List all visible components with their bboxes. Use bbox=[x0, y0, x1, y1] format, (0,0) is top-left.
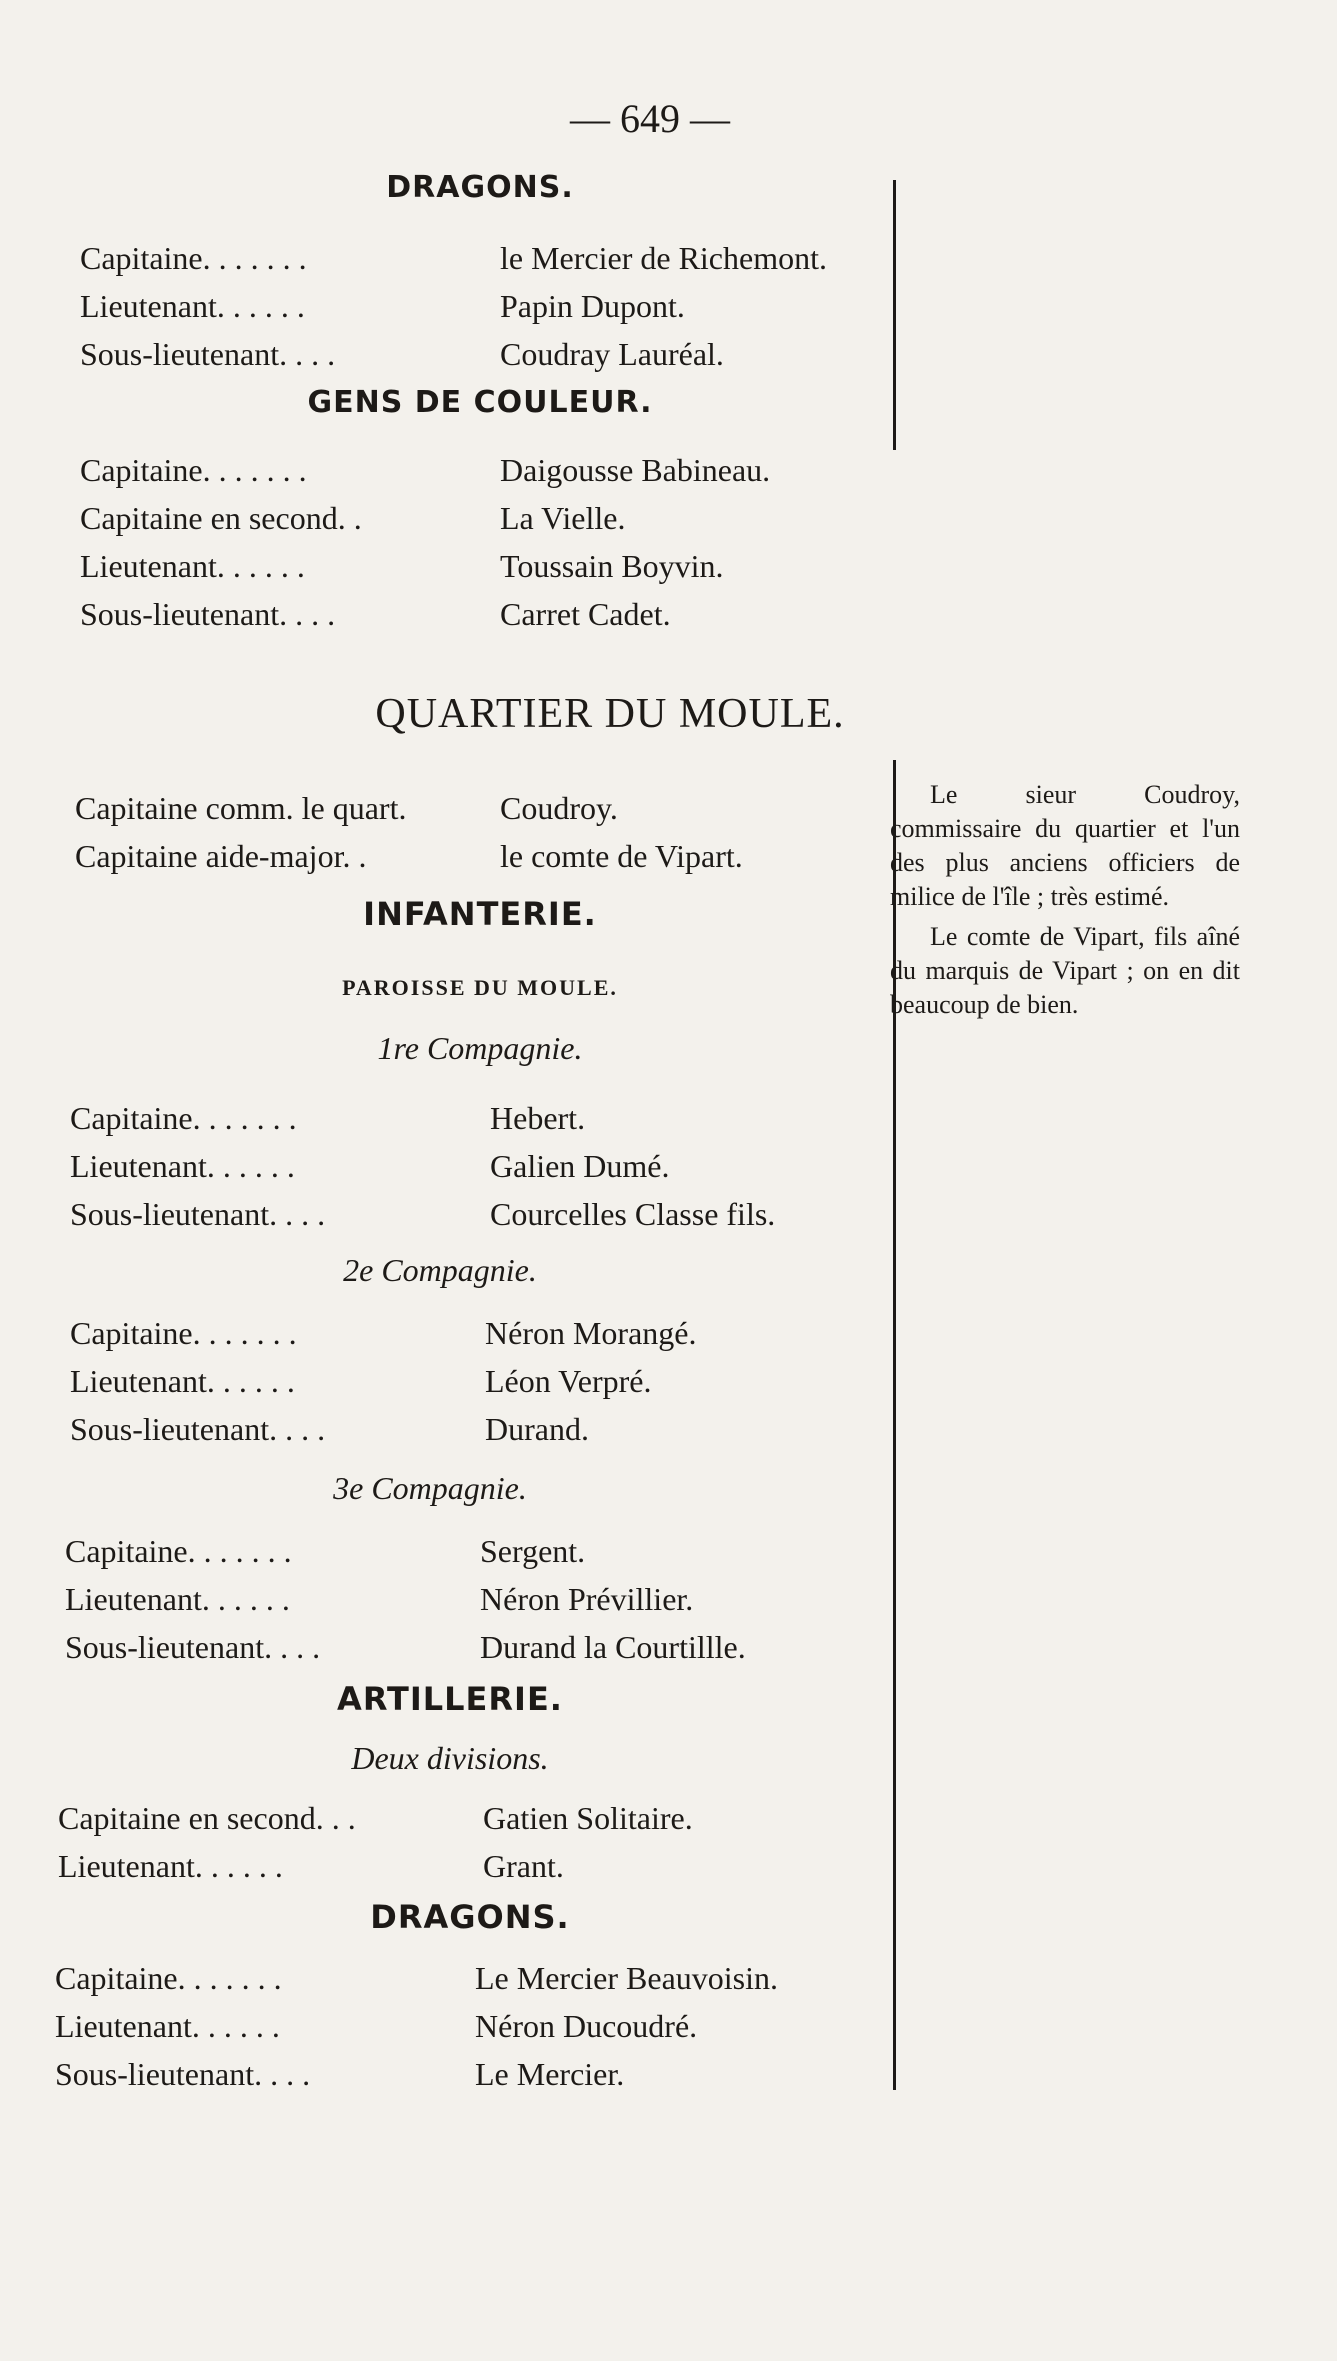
officer-name: Coudray Lauréal. bbox=[500, 336, 724, 372]
rank-label: Lieutenant. . . . . . bbox=[58, 1848, 283, 1884]
rank-label: Sous-lieutenant. . . . bbox=[55, 2056, 311, 2092]
officer-name: Toussain Boyvin. bbox=[500, 548, 724, 584]
section-title-gens-de-couleur: GENS DE COULEUR. bbox=[307, 385, 653, 420]
rank-label: Capitaine. . . . . . . bbox=[70, 1100, 297, 1136]
officer-name: le comte de Vipart. bbox=[500, 838, 743, 874]
parish-title: PAROISSE DU MOULE. bbox=[342, 975, 618, 1000]
rank-label: Capitaine. . . . . . . bbox=[55, 1960, 282, 1996]
officer-name: Néron Prévillier. bbox=[480, 1581, 694, 1617]
rank-label: Capitaine en second. . . bbox=[58, 1800, 356, 1836]
rank-label: Sous-lieutenant. . . . bbox=[80, 596, 336, 632]
roster-row bbox=[70, 1148, 890, 1188]
officer-name: Sergent. bbox=[480, 1533, 586, 1569]
section-title-artillerie: ARTILLERIE. bbox=[337, 1680, 563, 1718]
roster-row bbox=[80, 240, 900, 280]
rank-label: Lieutenant. . . . . . bbox=[70, 1148, 295, 1184]
rank-label: Capitaine. . . . . . . bbox=[70, 1315, 297, 1351]
roster-row bbox=[80, 288, 900, 328]
officer-name: Durand la Courtillle. bbox=[480, 1629, 746, 1665]
rank-label: Lieutenant. . . . . . bbox=[70, 1363, 295, 1399]
officer-name: Papin Dupont. bbox=[500, 288, 685, 324]
section-title-dragons: DRAGONS. bbox=[370, 1898, 570, 1936]
officer-name: le Mercier de Richemont. bbox=[500, 240, 827, 276]
officer-name: Néron Ducoudré. bbox=[475, 2008, 698, 2044]
rank-label: Lieutenant. . . . . . bbox=[55, 2008, 280, 2044]
officer-name: Le Mercier Beauvoisin. bbox=[475, 1960, 778, 1996]
roster-row bbox=[65, 1581, 885, 1621]
roster-row bbox=[70, 1411, 890, 1451]
roster-row bbox=[70, 1100, 890, 1140]
roster-row bbox=[55, 2008, 875, 2048]
officer-name: Daigousse Babineau. bbox=[500, 452, 771, 488]
roster-row bbox=[70, 1363, 890, 1403]
officer-name: Courcelles Classe fils. bbox=[490, 1196, 776, 1232]
roster-row bbox=[58, 1800, 878, 1840]
rank-label: Lieutenant. . . . . . bbox=[80, 548, 305, 584]
side-note-paragraph: Le sieur Coudroy, commissaire du quartier et l'un des plus anciens officiers de milice de l'île ; très estimé. bbox=[890, 780, 1240, 911]
rank-label: Lieutenant. . . . . . bbox=[80, 288, 305, 324]
rank-label: Capitaine. . . . . . . bbox=[65, 1533, 292, 1569]
section-title-quartier: QUARTIER DU MOULE. bbox=[375, 691, 845, 737]
roster-row bbox=[70, 1196, 890, 1236]
rank-label: Capitaine comm. le quart. bbox=[75, 790, 407, 826]
roster-row bbox=[70, 1315, 890, 1355]
roster-row bbox=[80, 548, 900, 588]
roster-row bbox=[58, 1848, 878, 1888]
officer-name: Le Mercier. bbox=[475, 2056, 625, 2092]
officer-name: Gatien Solitaire. bbox=[483, 1800, 693, 1836]
roster-row bbox=[80, 500, 900, 540]
roster-row bbox=[75, 838, 895, 878]
page-number: — 649 — bbox=[570, 96, 730, 141]
side-note bbox=[890, 778, 1240, 1022]
roster-row bbox=[80, 336, 900, 376]
company-title: 1re Compagnie. bbox=[377, 1030, 583, 1066]
rank-label: Lieutenant. . . . . . bbox=[65, 1581, 290, 1617]
roster-row bbox=[65, 1533, 885, 1573]
rank-label: Capitaine aide-major. . bbox=[75, 838, 367, 874]
company-title: 2e Compagnie. bbox=[343, 1252, 537, 1288]
company-title: 3e Compagnie. bbox=[333, 1470, 527, 1506]
officer-name: Léon Verpré. bbox=[485, 1363, 652, 1399]
section-subtitle: Deux divisions. bbox=[351, 1740, 549, 1776]
officer-name: La Vielle. bbox=[500, 500, 626, 536]
side-note-paragraph: Le comte de Vipart, fils aîné du marquis de Vipart ; on en dit beaucoup de bien. bbox=[890, 922, 1240, 1019]
section-title-dragons: DRAGONS. bbox=[386, 170, 574, 205]
officer-name: Carret Cadet. bbox=[500, 596, 671, 632]
officer-name: Hebert. bbox=[490, 1100, 586, 1136]
roster-row bbox=[75, 790, 895, 830]
section-title-infanterie: INFANTERIE. bbox=[363, 895, 597, 933]
rank-label: Sous-lieutenant. . . . bbox=[70, 1411, 326, 1447]
rank-label: Sous-lieutenant. . . . bbox=[80, 336, 336, 372]
roster-row bbox=[65, 1629, 885, 1669]
roster-row bbox=[80, 596, 900, 636]
rank-label: Sous-lieutenant. . . . bbox=[65, 1629, 321, 1665]
rank-label: Sous-lieutenant. . . . bbox=[70, 1196, 326, 1232]
rank-label: Capitaine en second. . bbox=[80, 500, 362, 536]
roster-row bbox=[55, 2056, 875, 2096]
officer-name: Néron Morangé. bbox=[485, 1315, 697, 1351]
rank-label: Capitaine. . . . . . . bbox=[80, 240, 307, 276]
officer-name: Coudroy. bbox=[500, 790, 618, 826]
officer-name: Grant. bbox=[483, 1848, 564, 1884]
rank-label: Capitaine. . . . . . . bbox=[80, 452, 307, 488]
roster-row bbox=[80, 452, 900, 492]
officer-name: Durand. bbox=[485, 1411, 589, 1447]
roster-row bbox=[55, 1960, 875, 2000]
officer-name: Galien Dumé. bbox=[490, 1148, 670, 1184]
